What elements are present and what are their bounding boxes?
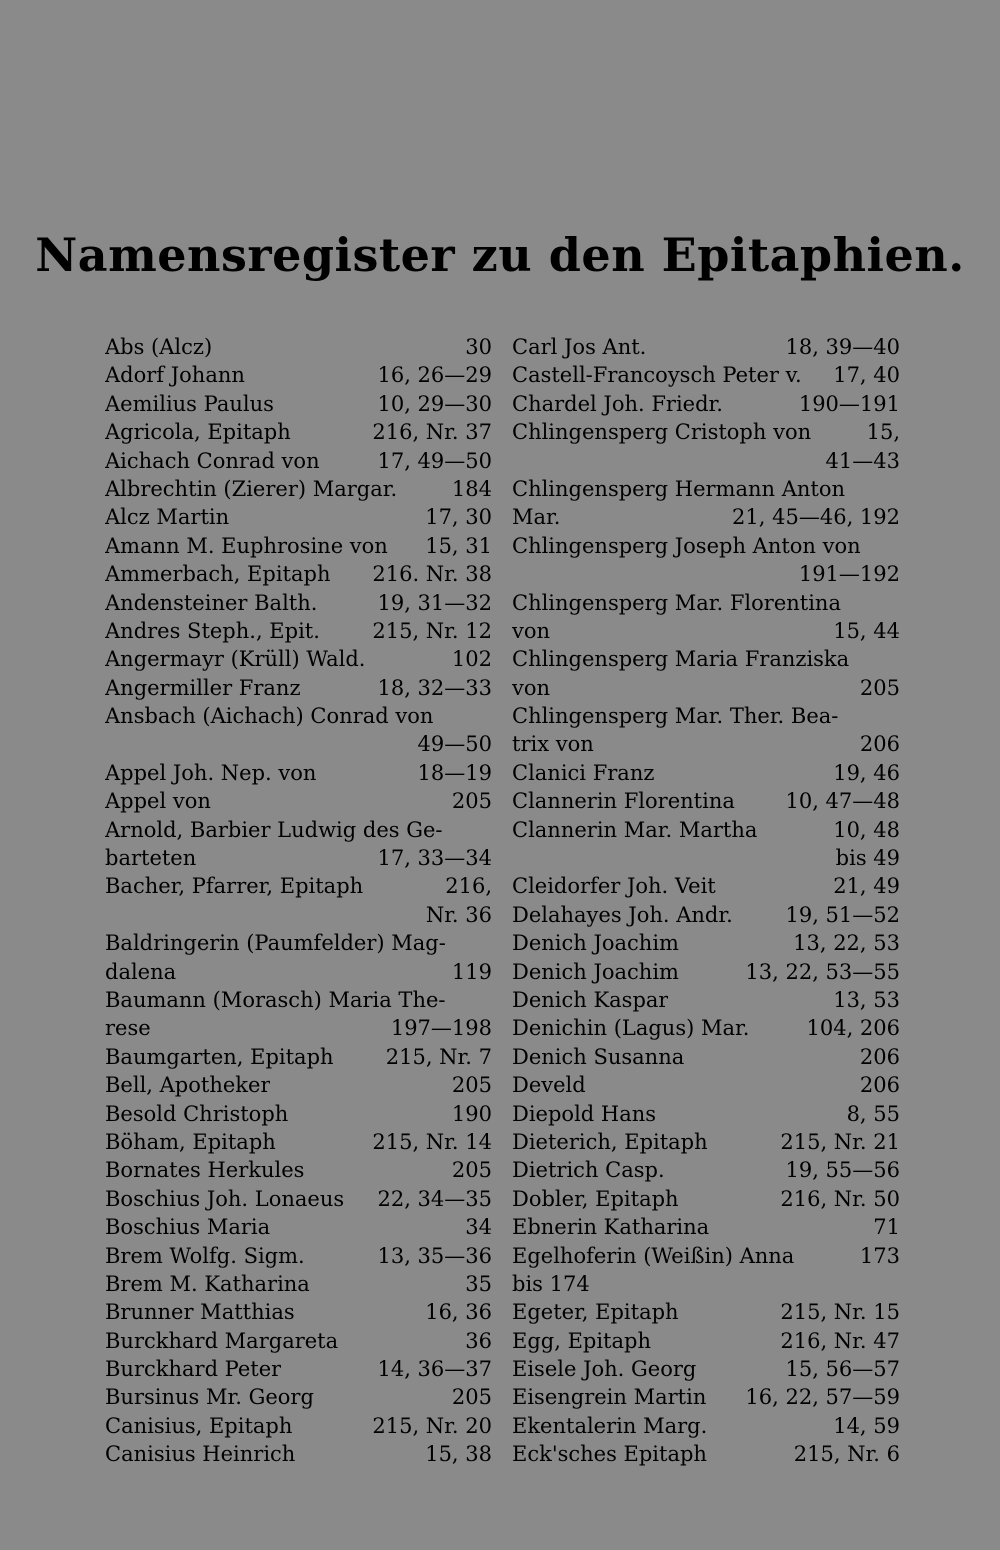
index-entry (512, 1412, 900, 1440)
entry-pages: 17, 30 (425, 505, 492, 530)
index-entry (512, 503, 900, 531)
entry-pages: 19, 55—56 (785, 1158, 900, 1183)
entry-name: Brunner Matthias (105, 1300, 295, 1325)
entry-name: Dobler, Epitaph (512, 1186, 679, 1211)
entry-name: Chardel Joh. Friedr. (512, 391, 723, 416)
index-entry (105, 418, 492, 446)
entry-name: Agricola, Epitaph (105, 420, 291, 445)
entry-pages: 21, 49 (833, 874, 900, 899)
entry-pages: 206 (859, 732, 900, 757)
entry-pages: 15, 31 (425, 533, 492, 558)
index-entry (512, 1440, 900, 1468)
index-entry (512, 1071, 900, 1099)
entry-name: Egg, Epitaph (512, 1328, 651, 1353)
entry-name: Carl Jos Ant. (512, 335, 647, 359)
entry-name: Mar. (512, 505, 561, 530)
page-title: Namensregister zu den Epitaphien. (35, 228, 965, 282)
index-entry (105, 1213, 492, 1241)
entry-pages: 49—50 (417, 732, 492, 757)
entry-name: Andensteiner Balth. (105, 590, 318, 615)
index-entry (512, 844, 900, 872)
index-entry (512, 816, 900, 844)
entry-pages: 206 (859, 1073, 900, 1098)
entry-name: Dietrich Casp. (512, 1158, 665, 1183)
entry-name: Amann M. Euphrosine von (105, 533, 388, 558)
index-entry (105, 361, 492, 389)
entry-pages: 13, 35—36 (377, 1243, 492, 1268)
index-entry (105, 1185, 492, 1213)
index-entry (512, 1327, 900, 1355)
entry-name: Clannerin Florentina (512, 789, 735, 814)
index-entry (512, 361, 900, 389)
index-entry (105, 560, 492, 588)
index-entry (105, 844, 492, 872)
entry-name: Castell-Francoysch Peter v. (512, 363, 802, 388)
entry-pages: 215, Nr. 14 (372, 1129, 492, 1154)
entry-pages: Nr. 36 (425, 902, 492, 927)
entry-pages: 15, 56—57 (785, 1357, 900, 1382)
index-entry (512, 1213, 900, 1241)
entry-name: Adorf Johann (105, 363, 245, 388)
index-entry (512, 1100, 900, 1128)
entry-name: Eisengrein Martin (512, 1385, 707, 1410)
entry-name: Brem M. Katharina (105, 1271, 310, 1296)
entry-pages: 191—192 (798, 562, 900, 587)
entry-pages: 13, 22, 53—55 (745, 959, 900, 984)
index-entry (105, 958, 492, 986)
entry-name: Denich Susanna (512, 1044, 685, 1069)
index-entry (512, 418, 900, 446)
entry-pages: 14, 59 (833, 1413, 900, 1438)
entry-name: Boschius Joh. Lonaeus (105, 1186, 345, 1211)
entry-name: Develd (512, 1073, 586, 1098)
entry-pages: 173 (859, 1243, 900, 1268)
entry-pages: 205 (451, 789, 492, 814)
entry-pages: 10, 48 (833, 817, 900, 842)
index-entry (512, 645, 900, 673)
index-entry (512, 986, 900, 1014)
entry-name: Ebnerin Katharina (512, 1215, 710, 1240)
entry-name: Chlingensperg Hermann Anton (512, 476, 845, 501)
entry-pages: 71 (873, 1215, 900, 1240)
index-entry (105, 1383, 492, 1411)
entry-name: Canisius Heinrich (105, 1442, 296, 1467)
entry-name: Angermiller Franz (105, 675, 301, 700)
entry-name: Burckhard Margareta (105, 1328, 339, 1353)
entry-name: barteten (105, 846, 197, 871)
entry-name: Chlingensperg Mar. Florentina (512, 590, 841, 615)
entry-name: Appel von (105, 789, 211, 814)
index-entry (512, 702, 900, 730)
entry-name: Baldringerin (Paumfelder) Mag- (105, 931, 446, 956)
entry-name: von (512, 675, 551, 700)
entry-name: Ammerbach, Epitaph (105, 562, 331, 587)
entry-name: Denich Kaspar (512, 987, 669, 1012)
index-entry (105, 617, 492, 645)
entry-name: von (512, 618, 551, 643)
entry-pages: 18—19 (417, 760, 492, 785)
index-entry (105, 532, 492, 560)
index-entry (512, 759, 900, 787)
index-entry (105, 730, 492, 758)
entry-name: Eck'sches Epitaph (512, 1442, 707, 1467)
index-entry (105, 901, 492, 929)
entry-pages: 184 (451, 476, 492, 501)
entry-name: Burckhard Peter (105, 1357, 282, 1382)
entry-pages: 17, 33—34 (377, 846, 492, 871)
index-entry (105, 503, 492, 531)
entry-name: Chlingensperg Joseph Anton von (512, 533, 861, 558)
entry-pages: 30 (465, 335, 492, 359)
index-entry (105, 759, 492, 787)
entry-name: Boschius Maria (105, 1215, 271, 1240)
entry-name: Albrechtin (Zierer) Margar. (105, 476, 398, 501)
entry-name: Denich Joachim (512, 959, 679, 984)
entry-pages: 16, 22, 57—59 (745, 1385, 900, 1410)
index-entry (512, 674, 900, 702)
index-entry (105, 674, 492, 702)
index-entry (105, 1071, 492, 1099)
index-entry (512, 589, 900, 617)
index-entry (512, 447, 900, 475)
entry-name: Denich Joachim (512, 931, 679, 956)
index-entry (512, 929, 900, 957)
entry-pages: 15, 44 (833, 618, 900, 643)
entry-name: Clanici Franz (512, 760, 655, 785)
entry-name: Bursinus Mr. Georg (105, 1385, 314, 1410)
index-entry (105, 645, 492, 673)
entry-pages: 34 (465, 1215, 492, 1240)
entry-pages: 21, 45—46, 192 (732, 505, 900, 530)
entry-pages: 190—191 (798, 391, 900, 416)
entry-name: Aichach Conrad von (105, 448, 320, 473)
entry-pages: 19, 31—32 (377, 590, 492, 615)
index-entry (105, 929, 492, 957)
entry-name: Canisius, Epitaph (105, 1413, 293, 1438)
entry-pages: 16, 26—29 (377, 363, 492, 388)
index-entry (512, 1185, 900, 1213)
entry-name: Chlingensperg Maria Franziska (512, 647, 850, 672)
entry-pages: 19, 51—52 (785, 902, 900, 927)
index-entry (105, 1043, 492, 1071)
entry-pages: 10, 29—30 (377, 391, 492, 416)
entry-pages: 216, Nr. 37 (372, 420, 492, 445)
index-entry (105, 1270, 492, 1298)
entry-pages: 13, 22, 53 (793, 931, 900, 956)
index-entry (512, 532, 900, 560)
index-entry (512, 333, 900, 361)
entry-name: Andres Steph., Epit. (105, 618, 320, 643)
entry-pages: 205 (451, 1385, 492, 1410)
index-column-left (105, 333, 492, 1469)
entry-name: Bornates Herkules (105, 1158, 305, 1183)
entry-name: Cleidorfer Joh. Veit (512, 874, 716, 899)
index-entry (512, 1128, 900, 1156)
entry-name: Chlingensperg Cristoph von (512, 420, 812, 445)
entry-pages: 10, 47—48 (785, 789, 900, 814)
index-entry (512, 1383, 900, 1411)
entry-name: Chlingensperg Mar. Ther. Bea- (512, 704, 839, 729)
entry-name: Alcz Martin (105, 505, 230, 530)
index-entry (105, 816, 492, 844)
index-entry (512, 1014, 900, 1042)
index-entry (512, 475, 900, 503)
entry-pages: 190 (451, 1101, 492, 1126)
entry-pages: 102 (451, 647, 492, 672)
index-entry (105, 333, 492, 361)
index-entry (512, 901, 900, 929)
entry-pages: 8, 55 (846, 1101, 900, 1126)
entry-pages: bis 49 (835, 846, 900, 871)
entry-name: rese (105, 1016, 151, 1041)
entry-name: trix von (512, 732, 594, 757)
index-entry (105, 872, 492, 900)
entry-name: Egelhoferin (Weißin) Anna (512, 1243, 795, 1268)
entry-name: Angermayr (Krüll) Wald. (105, 647, 366, 672)
entry-name: dalena (105, 959, 177, 984)
entry-name: Ekentalerin Marg. (512, 1413, 708, 1438)
entry-pages: 215, Nr. 20 (372, 1413, 492, 1438)
entry-name: Brem Wolfg. Sigm. (105, 1243, 305, 1268)
entry-name: Böham, Epitaph (105, 1129, 276, 1154)
entry-pages: 205 (451, 1158, 492, 1183)
entry-name: Ansbach (Aichach) Conrad von (105, 704, 434, 729)
index-entry (105, 390, 492, 418)
entry-name: Bell, Apotheker (105, 1073, 271, 1098)
index-entry (105, 1128, 492, 1156)
entry-pages: 18, 39—40 (785, 335, 900, 359)
entry-pages: 215, Nr. 7 (385, 1044, 492, 1069)
entry-pages: 216. Nr. 38 (372, 562, 492, 587)
entry-name: Clannerin Mar. Martha (512, 817, 758, 842)
index-entry (105, 1327, 492, 1355)
index-entry (512, 730, 900, 758)
index-entry (105, 1440, 492, 1468)
entry-pages: 13, 53 (833, 987, 900, 1012)
entry-name: bis 174 (512, 1271, 590, 1296)
entry-pages: 14, 36—37 (377, 1357, 492, 1382)
index-entry (105, 1298, 492, 1326)
index-entry (512, 617, 900, 645)
entry-pages: 22, 34—35 (377, 1186, 492, 1211)
entry-pages: 36 (465, 1328, 492, 1353)
index-entry (512, 560, 900, 588)
index-column-right (512, 333, 900, 1469)
entry-name: Appel Joh. Nep. von (105, 760, 317, 785)
index-entry (512, 787, 900, 815)
entry-pages: 19, 46 (833, 760, 900, 785)
entry-pages: 15, 38 (425, 1442, 492, 1467)
entry-name: Eisele Joh. Georg (512, 1357, 697, 1382)
entry-name: Besold Christoph (105, 1101, 289, 1126)
index-entry (105, 986, 492, 1014)
index-entry (105, 702, 492, 730)
index-entry (512, 872, 900, 900)
entry-name: Denichin (Lagus) Mar. (512, 1016, 750, 1041)
index-entry (512, 1043, 900, 1071)
entry-pages: 216, (445, 874, 492, 899)
index-entry (105, 1014, 492, 1042)
entry-pages: 215, Nr. 6 (793, 1442, 900, 1467)
index-entry (512, 1355, 900, 1383)
index-entry (512, 1270, 900, 1298)
entry-pages: 215, Nr. 21 (780, 1129, 900, 1154)
entry-pages: 41—43 (825, 448, 900, 473)
index-entry (512, 390, 900, 418)
entry-name: Baumann (Morasch) Maria The- (105, 987, 446, 1012)
entry-pages: 215, Nr. 12 (372, 618, 492, 643)
index-entry (105, 589, 492, 617)
index-entry (105, 1412, 492, 1440)
entry-pages: 17, 40 (833, 363, 900, 388)
index-entry (512, 1242, 900, 1270)
entry-name: Diepold Hans (512, 1101, 657, 1126)
entry-pages: 18, 32—33 (377, 675, 492, 700)
index-entry (105, 787, 492, 815)
entry-name: Dieterich, Epitaph (512, 1129, 708, 1154)
entry-name: Arnold, Barbier Ludwig des Ge- (105, 817, 443, 842)
entry-pages: 104, 206 (806, 1016, 900, 1041)
entry-pages: 119 (451, 959, 492, 984)
entry-name: Abs (Alcz) (105, 335, 213, 359)
entry-pages: 197—198 (390, 1016, 492, 1041)
index-entry (512, 958, 900, 986)
entry-pages: 206 (859, 1044, 900, 1069)
index-entry (105, 447, 492, 475)
index-entry (105, 1242, 492, 1270)
entry-pages: 17, 49—50 (377, 448, 492, 473)
index-entry (105, 1355, 492, 1383)
index-entry (512, 1298, 900, 1326)
index-entry (105, 475, 492, 503)
index-entry (105, 1100, 492, 1128)
entry-name: Aemilius Paulus (105, 391, 274, 416)
index-entry (512, 1156, 900, 1184)
entry-name: Baumgarten, Epitaph (105, 1044, 334, 1069)
entry-pages: 216, Nr. 47 (780, 1328, 900, 1353)
entry-name: Egeter, Epitaph (512, 1300, 679, 1325)
entry-pages: 35 (465, 1271, 492, 1296)
entry-pages: 16, 36 (425, 1300, 492, 1325)
entry-pages: 215, Nr. 15 (780, 1300, 900, 1325)
index-entry (105, 1156, 492, 1184)
entry-pages: 216, Nr. 50 (780, 1186, 900, 1211)
entry-name: Bacher, Pfarrer, Epitaph (105, 874, 364, 899)
entry-pages: 205 (451, 1073, 492, 1098)
entry-pages: 205 (859, 675, 900, 700)
entry-pages: 15, (866, 420, 900, 445)
entry-name: Delahayes Joh. Andr. (512, 902, 733, 927)
